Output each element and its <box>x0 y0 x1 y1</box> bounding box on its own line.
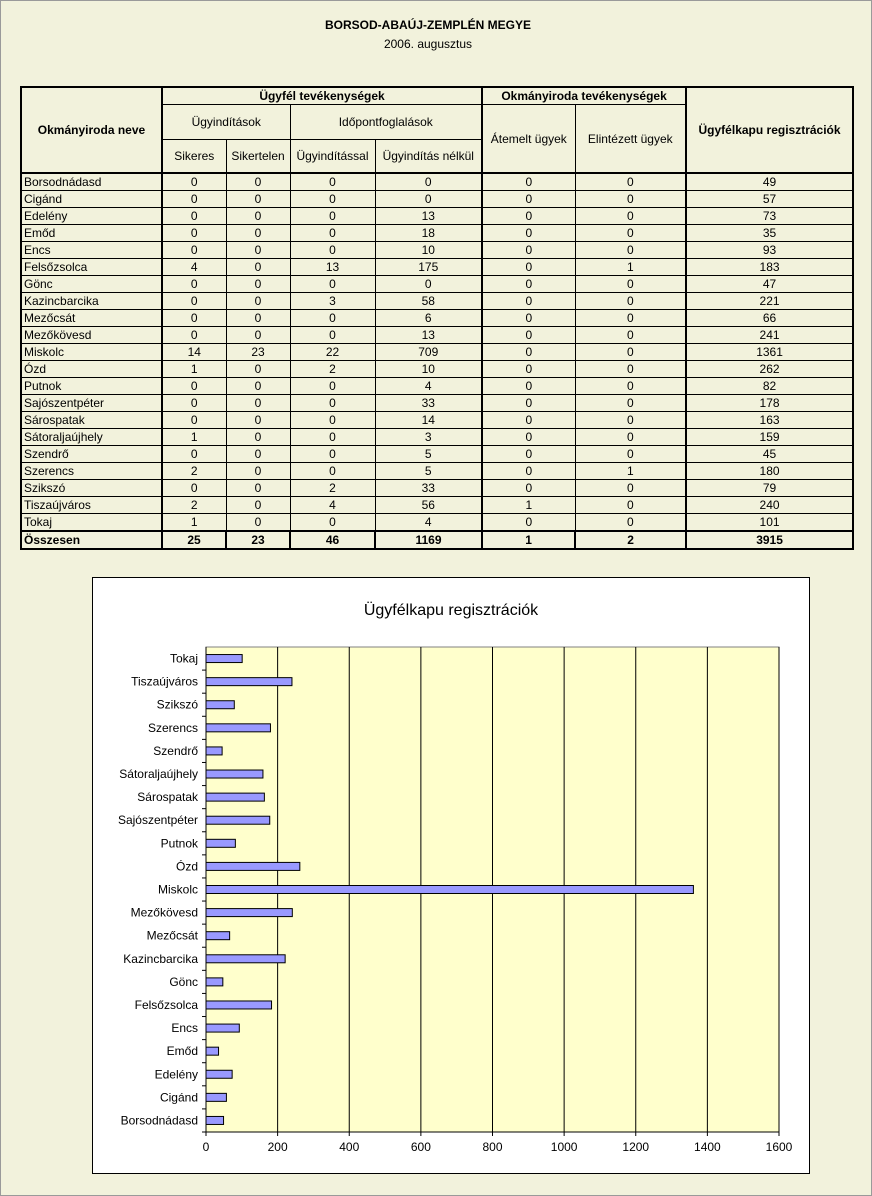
table-row <box>21 344 853 361</box>
y-tick-label: Kazincbarcika <box>123 951 198 966</box>
office-name-cell: Mezőcsát <box>21 310 162 327</box>
bar <box>206 862 300 870</box>
value-cell: 22 <box>290 344 375 361</box>
office-name-cell: Tiszaújváros <box>21 497 162 514</box>
value-cell: 47 <box>686 276 853 293</box>
value-cell: 0 <box>226 327 290 344</box>
y-tick-label: Mezőkövesd <box>130 905 198 920</box>
office-name-cell: Emőd <box>21 225 162 242</box>
header-ugyinditas-nelkul: Ügyindítás nélkül <box>375 140 482 174</box>
value-cell: 18 <box>375 225 482 242</box>
value-cell: 709 <box>375 344 482 361</box>
value-cell: 0 <box>575 344 686 361</box>
value-cell: 5 <box>375 446 482 463</box>
value-cell: 45 <box>686 446 853 463</box>
y-tick-label: Gönc <box>169 974 198 989</box>
value-cell: 0 <box>575 412 686 429</box>
bar <box>206 701 234 709</box>
header-ugyinditassal: Ügyindítással <box>290 140 375 174</box>
value-cell: 0 <box>575 514 686 532</box>
total-cell: 23 <box>226 531 290 549</box>
value-cell: 0 <box>482 412 575 429</box>
value-cell: 0 <box>226 259 290 276</box>
value-cell: 4 <box>375 378 482 395</box>
value-cell: 0 <box>482 225 575 242</box>
value-cell: 0 <box>226 429 290 446</box>
value-cell: 4 <box>162 259 226 276</box>
office-name-cell: Encs <box>21 242 162 259</box>
value-cell: 1 <box>575 259 686 276</box>
total-cell: 1169 <box>375 531 482 549</box>
value-cell: 2 <box>162 463 226 480</box>
header-sikeres: Sikeres <box>162 140 226 174</box>
value-cell: 6 <box>375 310 482 327</box>
header-idopontfoglalasok: Időpontfoglalások <box>290 105 482 140</box>
value-cell: 0 <box>290 208 375 225</box>
table-row <box>21 173 853 191</box>
value-cell: 0 <box>482 446 575 463</box>
office-name-cell: Mezőkövesd <box>21 327 162 344</box>
value-cell: 2 <box>290 480 375 497</box>
value-cell: 0 <box>482 208 575 225</box>
bar-chart <box>93 578 809 1173</box>
value-cell: 1361 <box>686 344 853 361</box>
value-cell: 0 <box>482 276 575 293</box>
x-tick-label: 600 <box>410 1140 431 1154</box>
bar <box>206 724 270 732</box>
value-cell: 0 <box>290 429 375 446</box>
value-cell: 0 <box>226 191 290 208</box>
value-cell: 13 <box>375 208 482 225</box>
value-cell: 0 <box>226 463 290 480</box>
value-cell: 33 <box>375 395 482 412</box>
value-cell: 82 <box>686 378 853 395</box>
value-cell: 0 <box>290 327 375 344</box>
value-cell: 0 <box>290 395 375 412</box>
office-name-cell: Szerencs <box>21 463 162 480</box>
value-cell: 0 <box>482 429 575 446</box>
y-tick-label: Felsőzsolca <box>134 997 198 1012</box>
value-cell: 2 <box>162 497 226 514</box>
value-cell: 180 <box>686 463 853 480</box>
x-tick-label: 800 <box>482 1140 503 1154</box>
value-cell: 0 <box>575 173 686 191</box>
value-cell: 23 <box>226 344 290 361</box>
value-cell: 0 <box>482 395 575 412</box>
total-cell: 2 <box>575 531 686 549</box>
bar <box>206 955 285 963</box>
header-elintezett: Elintézett ügyek <box>575 105 686 174</box>
value-cell: 0 <box>226 361 290 378</box>
value-cell: 73 <box>686 208 853 225</box>
value-cell: 0 <box>162 173 226 191</box>
table-row <box>21 497 853 514</box>
y-tick-label: Emőd <box>166 1044 198 1059</box>
value-cell: 0 <box>575 446 686 463</box>
office-name-cell: Sátoraljaújhely <box>21 429 162 446</box>
value-cell: 0 <box>482 463 575 480</box>
value-cell: 58 <box>375 293 482 310</box>
header-registrations: Ügyfélkapu regisztrációk <box>686 87 853 173</box>
office-name-cell: Szikszó <box>21 480 162 497</box>
value-cell: 0 <box>162 378 226 395</box>
value-cell: 0 <box>482 191 575 208</box>
value-cell: 10 <box>375 242 482 259</box>
table-row <box>21 446 853 463</box>
value-cell: 0 <box>226 378 290 395</box>
value-cell: 1 <box>162 429 226 446</box>
bar <box>206 1070 232 1078</box>
value-cell: 0 <box>482 327 575 344</box>
table-row <box>21 361 853 378</box>
bar <box>206 655 242 663</box>
value-cell: 240 <box>686 497 853 514</box>
value-cell: 0 <box>290 225 375 242</box>
table-row <box>21 259 853 276</box>
value-cell: 0 <box>162 191 226 208</box>
office-name-cell: Kazincbarcika <box>21 293 162 310</box>
table-row <box>21 463 853 480</box>
y-tick-label: Putnok <box>160 836 198 851</box>
value-cell: 0 <box>162 225 226 242</box>
value-cell: 0 <box>290 310 375 327</box>
total-label: Összesen <box>21 531 162 549</box>
value-cell: 0 <box>162 293 226 310</box>
value-cell: 0 <box>290 173 375 191</box>
chart-container <box>92 577 810 1174</box>
x-tick-label: 200 <box>267 1140 288 1154</box>
y-tick-label: Sátoraljaújhely <box>119 767 198 782</box>
bar <box>206 886 693 894</box>
value-cell: 0 <box>575 225 686 242</box>
value-cell: 0 <box>575 497 686 514</box>
bar <box>206 1093 226 1101</box>
table-row <box>21 480 853 497</box>
table-row <box>21 276 853 293</box>
value-cell: 0 <box>482 514 575 532</box>
value-cell: 0 <box>226 225 290 242</box>
value-cell: 0 <box>226 276 290 293</box>
office-name-cell: Ózd <box>21 361 162 378</box>
office-name-cell: Borsodnádasd <box>21 173 162 191</box>
value-cell: 0 <box>575 361 686 378</box>
x-tick-label: 1000 <box>550 1140 578 1154</box>
header-office-name: Okmányiroda neve <box>21 87 162 173</box>
value-cell: 163 <box>686 412 853 429</box>
y-tick-label: Szikszó <box>156 697 198 712</box>
value-cell: 0 <box>162 395 226 412</box>
y-tick-label: Edelény <box>154 1067 198 1082</box>
value-cell: 241 <box>686 327 853 344</box>
x-tick-label: 1600 <box>765 1140 793 1154</box>
value-cell: 13 <box>290 259 375 276</box>
table-row <box>21 514 853 532</box>
value-cell: 0 <box>162 310 226 327</box>
office-name-cell: Putnok <box>21 378 162 395</box>
office-name-cell: Sajószentpéter <box>21 395 162 412</box>
table-row <box>21 310 853 327</box>
total-row <box>21 531 853 549</box>
bar <box>206 1024 239 1032</box>
office-name-cell: Miskolc <box>21 344 162 361</box>
value-cell: 0 <box>575 276 686 293</box>
value-cell: 0 <box>375 276 482 293</box>
table-row <box>21 395 853 412</box>
bar <box>206 1116 224 1124</box>
value-cell: 93 <box>686 242 853 259</box>
bar <box>206 770 263 778</box>
bar <box>206 678 292 686</box>
header-sikertelen: Sikertelen <box>226 140 290 174</box>
value-cell: 183 <box>686 259 853 276</box>
value-cell: 221 <box>686 293 853 310</box>
table-row <box>21 378 853 395</box>
value-cell: 0 <box>482 173 575 191</box>
x-tick-label: 1200 <box>622 1140 650 1154</box>
chart-title: Ügyfélkapu regisztrációk <box>363 602 539 619</box>
bar <box>206 747 222 755</box>
value-cell: 0 <box>162 327 226 344</box>
table-row <box>21 225 853 242</box>
value-cell: 14 <box>162 344 226 361</box>
value-cell: 0 <box>290 412 375 429</box>
office-name-cell: Gönc <box>21 276 162 293</box>
value-cell: 0 <box>575 378 686 395</box>
value-cell: 0 <box>575 191 686 208</box>
value-cell: 0 <box>290 191 375 208</box>
value-cell: 0 <box>226 395 290 412</box>
value-cell: 0 <box>162 412 226 429</box>
table-row <box>21 191 853 208</box>
value-cell: 10 <box>375 361 482 378</box>
value-cell: 175 <box>375 259 482 276</box>
header-group-ugyfel: Ügyfél tevékenységek <box>162 87 482 105</box>
value-cell: 33 <box>375 480 482 497</box>
value-cell: 0 <box>290 276 375 293</box>
value-cell: 0 <box>375 173 482 191</box>
bar <box>206 978 223 986</box>
x-tick-label: 0 <box>202 1140 210 1154</box>
table-row <box>21 208 853 225</box>
office-name-cell: Szendrő <box>21 446 162 463</box>
y-tick-label: Mezőcsát <box>146 928 198 943</box>
value-cell: 0 <box>162 242 226 259</box>
bar <box>206 793 264 801</box>
total-cell: 46 <box>290 531 375 549</box>
value-cell: 0 <box>482 259 575 276</box>
value-cell: 0 <box>162 208 226 225</box>
y-tick-label: Borsodnádasd <box>120 1113 198 1128</box>
x-tick-label: 400 <box>339 1140 360 1154</box>
x-tick-label: 1400 <box>694 1140 721 1154</box>
y-tick-label: Encs <box>171 1021 198 1036</box>
value-cell: 0 <box>575 429 686 446</box>
value-cell: 35 <box>686 225 853 242</box>
value-cell: 2 <box>290 361 375 378</box>
value-cell: 1 <box>482 497 575 514</box>
bar <box>206 839 235 847</box>
value-cell: 0 <box>482 310 575 327</box>
value-cell: 101 <box>686 514 853 532</box>
y-tick-label: Tokaj <box>169 651 198 666</box>
value-cell: 0 <box>575 327 686 344</box>
header-ugyinditasok: Ügyindítások <box>162 105 290 140</box>
value-cell: 0 <box>375 191 482 208</box>
y-tick-label: Tiszaújváros <box>131 674 198 689</box>
value-cell: 178 <box>686 395 853 412</box>
bar <box>206 1001 272 1009</box>
value-cell: 0 <box>226 293 290 310</box>
value-cell: 49 <box>686 173 853 191</box>
office-name-cell: Cigánd <box>21 191 162 208</box>
value-cell: 0 <box>226 480 290 497</box>
value-cell: 0 <box>575 208 686 225</box>
value-cell: 0 <box>482 242 575 259</box>
value-cell: 0 <box>482 293 575 310</box>
page-title: BORSOD-ABAÚJ-ZEMPLÉN MEGYE <box>324 18 531 32</box>
value-cell: 1 <box>575 463 686 480</box>
value-cell: 0 <box>290 378 375 395</box>
table-row <box>21 327 853 344</box>
office-name-cell: Edelény <box>21 208 162 225</box>
value-cell: 0 <box>290 446 375 463</box>
table-row <box>21 429 853 446</box>
value-cell: 0 <box>575 395 686 412</box>
y-tick-label: Sárospatak <box>137 790 198 805</box>
value-cell: 66 <box>686 310 853 327</box>
bar <box>206 932 230 940</box>
value-cell: 0 <box>290 242 375 259</box>
total-cell: 3915 <box>686 531 853 549</box>
value-cell: 262 <box>686 361 853 378</box>
y-tick-label: Cigánd <box>159 1090 198 1105</box>
y-tick-label: Szendrő <box>153 743 198 758</box>
value-cell: 4 <box>290 497 375 514</box>
value-cell: 0 <box>162 480 226 497</box>
total-cell: 25 <box>162 531 226 549</box>
table-body <box>21 173 853 531</box>
value-cell: 57 <box>686 191 853 208</box>
value-cell: 0 <box>226 412 290 429</box>
value-cell: 0 <box>482 361 575 378</box>
value-cell: 0 <box>226 514 290 532</box>
total-cell: 1 <box>482 531 575 549</box>
value-cell: 0 <box>290 463 375 480</box>
value-cell: 0 <box>482 378 575 395</box>
value-cell: 0 <box>575 480 686 497</box>
value-cell: 5 <box>375 463 482 480</box>
y-tick-label: Ózd <box>175 859 198 874</box>
table-row <box>21 242 853 259</box>
value-cell: 159 <box>686 429 853 446</box>
value-cell: 79 <box>686 480 853 497</box>
page-subtitle: 2006. augusztus <box>383 37 473 51</box>
table-row <box>21 293 853 310</box>
bar <box>206 816 270 824</box>
value-cell: 0 <box>226 242 290 259</box>
office-name-cell: Tokaj <box>21 514 162 532</box>
value-cell: 0 <box>162 276 226 293</box>
bar <box>206 909 292 917</box>
value-cell: 0 <box>162 446 226 463</box>
value-cell: 13 <box>375 327 482 344</box>
value-cell: 0 <box>226 446 290 463</box>
value-cell: 0 <box>226 497 290 514</box>
value-cell: 1 <box>162 514 226 532</box>
value-cell: 0 <box>575 242 686 259</box>
value-cell: 0 <box>290 514 375 532</box>
header-group-okmany: Okmányiroda tevékenységek <box>482 87 686 105</box>
y-tick-label: Sajószentpéter <box>117 813 198 828</box>
value-cell: 56 <box>375 497 482 514</box>
value-cell: 0 <box>482 480 575 497</box>
value-cell: 1 <box>162 361 226 378</box>
value-cell: 0 <box>575 310 686 327</box>
value-cell: 3 <box>375 429 482 446</box>
office-name-cell: Sárospatak <box>21 412 162 429</box>
value-cell: 3 <box>290 293 375 310</box>
data-table <box>20 86 854 550</box>
value-cell: 14 <box>375 412 482 429</box>
y-tick-label: Szerencs <box>147 720 198 735</box>
value-cell: 0 <box>482 344 575 361</box>
y-tick-label: Miskolc <box>157 882 198 897</box>
value-cell: 0 <box>226 173 290 191</box>
value-cell: 4 <box>375 514 482 532</box>
table-row <box>21 412 853 429</box>
value-cell: 0 <box>226 208 290 225</box>
header-atemelt: Átemelt ügyek <box>482 105 575 174</box>
value-cell: 0 <box>575 293 686 310</box>
value-cell: 0 <box>226 310 290 327</box>
bar <box>206 1047 219 1055</box>
office-name-cell: Felsőzsolca <box>21 259 162 276</box>
